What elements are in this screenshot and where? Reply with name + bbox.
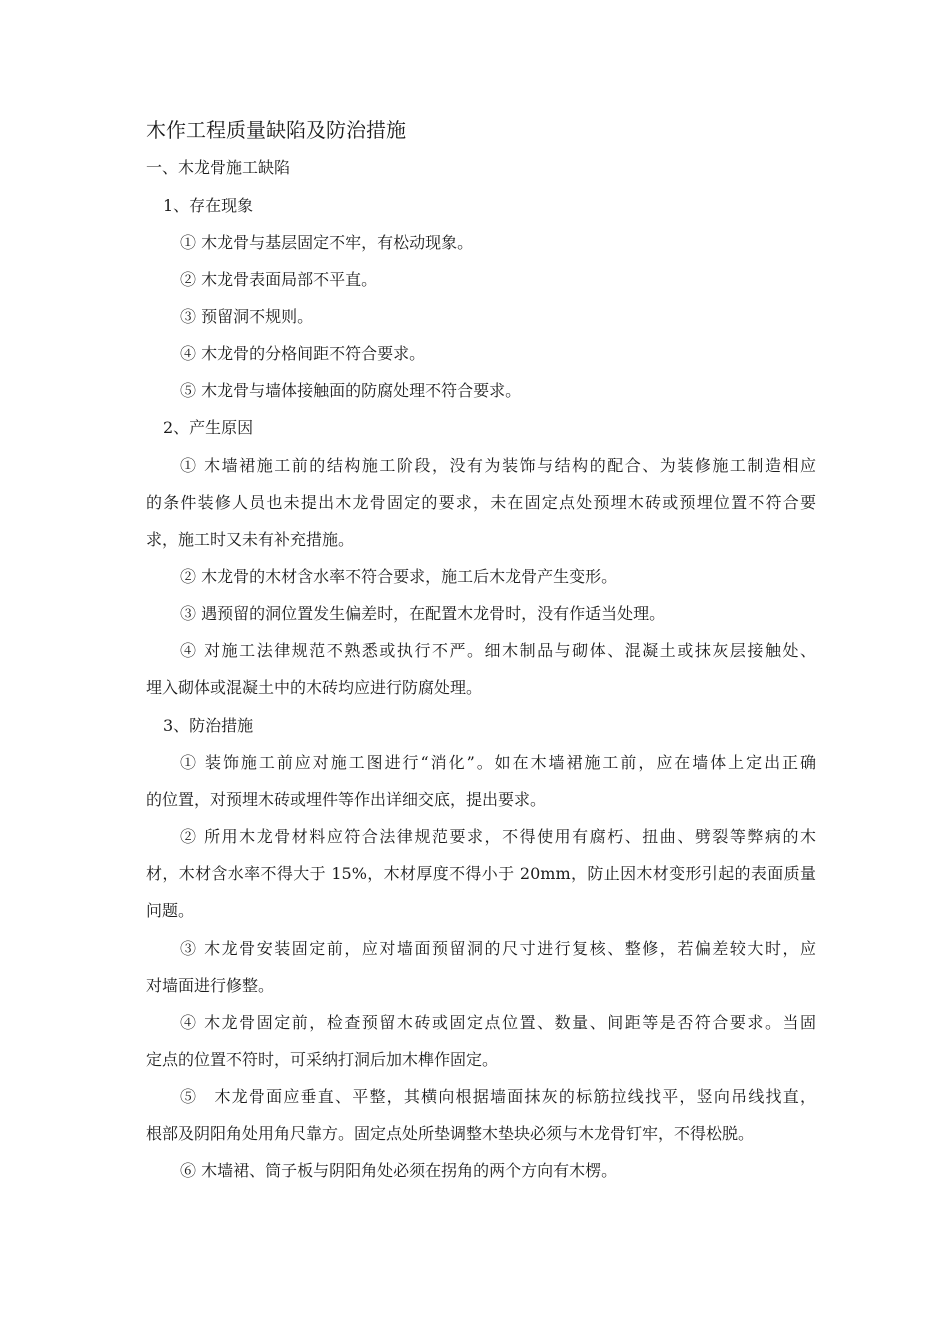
subheading-measures: 3、防治措施 <box>163 716 254 735</box>
cause-paragraph-line: ④ 对施工法律规范不熟悉或执行不严。细木制品与砌体、混凝土或抹灰层接触处、 <box>180 641 816 660</box>
measure-paragraph-line: 对墙面进行修整。 <box>146 976 275 995</box>
measure-paragraph-line: ① 装饰施工前应对施工图进行“消化”。如在木墙裙施工前，应在墙体上定出正确 <box>180 753 816 772</box>
measure-paragraph-line: ⑥ 木墙裙、筒子板与阴阳角处必须在拐角的两个方向有木楞。 <box>180 1161 618 1180</box>
subheading-causes: 2、产生原因 <box>163 418 254 437</box>
measure-paragraph-line: 材，木材含水率不得大于 15%，木材厚度不得小于 20mm，防止因木材变形引起的表面质量 <box>146 864 816 883</box>
phenomenon-item: ① 木龙骨与基层固定不牢，有松动现象。 <box>180 233 474 252</box>
cause-paragraph-line: ③ 遇预留的洞位置发生偏差时，在配置木龙骨时，没有作适当处理。 <box>180 604 666 623</box>
measure-paragraph-line: 的位置，对预埋木砖或埋件等作出详细交底，提出要求。 <box>146 790 547 809</box>
cause-paragraph-line: ① 木墙裙施工前的结构施工阶段，没有为装饰与结构的配合、为装修施工制造相应 <box>180 456 816 475</box>
measure-paragraph-line: 定点的位置不符时，可采纳打洞后加木榫作固定。 <box>146 1050 499 1069</box>
document-title: 木作工程质量缺陷及防治措施 <box>146 118 406 142</box>
phenomenon-item: ⑤ 木龙骨与墙体接触面的防腐处理不符合要求。 <box>180 381 522 400</box>
measure-paragraph-line: ③ 木龙骨安装固定前，应对墙面预留洞的尺寸进行复核、整修，若偏差较大时，应 <box>180 939 816 958</box>
cause-paragraph-line: 埋入砌体或混凝土中的木砖均应进行防腐处理。 <box>146 678 483 697</box>
section-heading-wood-keel-defects: 一、木龙骨施工缺陷 <box>146 158 291 177</box>
cause-paragraph-line: ② 木龙骨的木材含水率不符合要求，施工后木龙骨产生变形。 <box>180 567 618 586</box>
cause-paragraph-line: 求，施工时又未有补充措施。 <box>146 530 355 549</box>
subheading-phenomena: 1、存在现象 <box>163 196 254 215</box>
measure-paragraph-line: 根部及阴阳角处用角尺靠方。固定点处所垫调整木垫块必须与木龙骨钉牢，不得松脱。 <box>146 1124 755 1143</box>
phenomenon-item: ② 木龙骨表面局部不平直。 <box>180 270 378 289</box>
measure-paragraph-line: ⑤ 木龙骨面应垂直、平整，其横向根据墙面抹灰的标筋拉线找平，竖向吊线找直， <box>180 1087 816 1106</box>
measure-paragraph-line: 问题。 <box>146 901 195 920</box>
phenomenon-item: ③ 预留洞不规则。 <box>180 307 314 326</box>
measure-paragraph-line: ④ 木龙骨固定前，检查预留木砖或固定点位置、数量、间距等是否符合要求。当固 <box>180 1013 816 1032</box>
phenomenon-item: ④ 木龙骨的分格间距不符合要求。 <box>180 344 426 363</box>
cause-paragraph-line: 的条件装修人员也未提出木龙骨固定的要求，未在固定点处预埋木砖或预埋位置不符合要 <box>146 493 816 512</box>
measure-paragraph-line: ② 所用木龙骨材料应符合法律规范要求，不得使用有腐朽、扭曲、劈裂等弊病的木 <box>180 827 816 846</box>
